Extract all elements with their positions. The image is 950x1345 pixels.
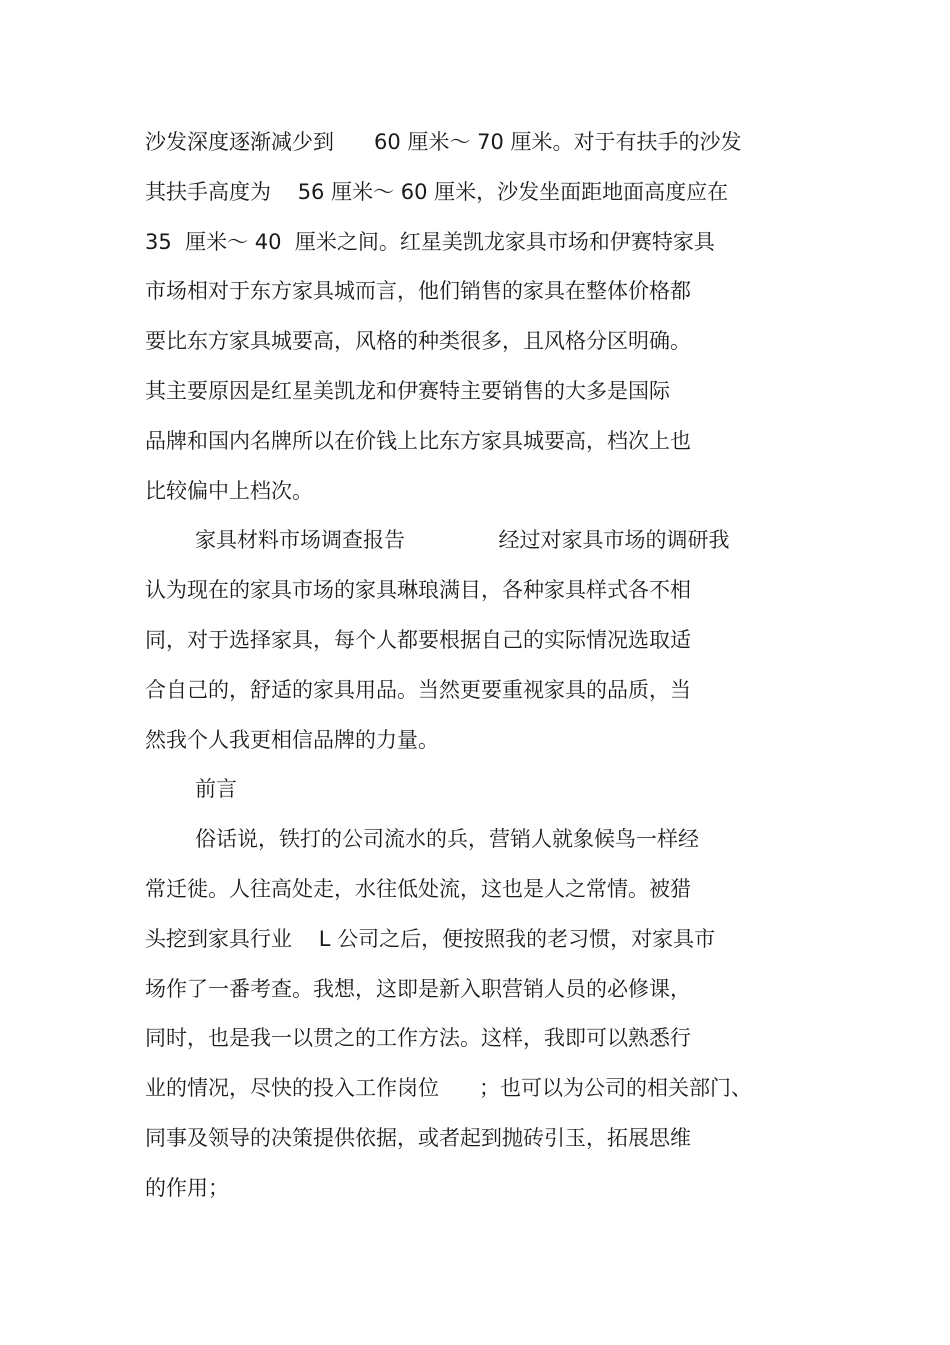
text-line: 场作了一番考查。我想，这即是新入职营销人员的必修课，: [145, 976, 691, 1001]
text-line: 其扶手高度为 56 厘米～ 60 厘米，沙发坐面距地面高度应在: [145, 179, 729, 204]
text-line: 35 厘米～ 40 厘米之间。红星美凯龙家具市场和伊赛特家具: [145, 229, 715, 254]
text-line: 常迁徙。人往高处走，水往低处流，这也是人之常情。被猎: [145, 876, 691, 901]
paragraph-heading-line: 家具材料市场调查报告 经过对家具市场的调研我: [195, 528, 730, 553]
text-line: 市场相对于东方家具城而言，他们销售的家具在整体价格都: [145, 279, 691, 304]
text-line: 同事及领导的决策提供依据，或者起到抛砖引玉，拓展思维: [145, 1125, 691, 1150]
document-body: [145, 118, 805, 1214]
text-line: 的作用；: [145, 1175, 229, 1200]
text-line: 同时，也是我一以贯之的工作方法。这样，我即可以熟悉行: [145, 1026, 691, 1051]
text-line: 业的情况，尽快的投入工作岗位 ；也可以为公司的相关部门、: [145, 1076, 753, 1101]
section-heading: 前言: [195, 777, 237, 802]
text-line: 认为现在的家具市场的家具琳琅满目，各种家具样式各不相: [145, 578, 691, 603]
text-line: 沙发深度逐渐减少到 60 厘米～ 70 厘米。对于有扶手的沙发: [145, 130, 742, 154]
text-line: 要比东方家具城要高，风格的种类很多，且风格分区明确。: [145, 329, 691, 354]
text-line: 比较偏中上档次。: [145, 478, 313, 503]
text-line: 同，对于选择家具，每个人都要根据自己的实际情况选取适: [145, 627, 691, 652]
text-line: 品牌和国内名牌所以在价钱上比东方家具城要高，档次上也: [145, 428, 691, 453]
text-line: 俗话说，铁打的公司流水的兵，营销人就象候鸟一样经: [195, 827, 699, 852]
text-line: 然我个人我更相信品牌的力量。: [145, 727, 439, 752]
text-line: 头挖到家具行业 L 公司之后，便按照我的老习惯，对家具市: [145, 926, 716, 951]
text-line: 合自己的，舒适的家具用品。当然更要重视家具的品质，当: [145, 677, 691, 702]
text-line: 其主要原因是红星美凯龙和伊赛特主要销售的大多是国际: [145, 378, 670, 403]
